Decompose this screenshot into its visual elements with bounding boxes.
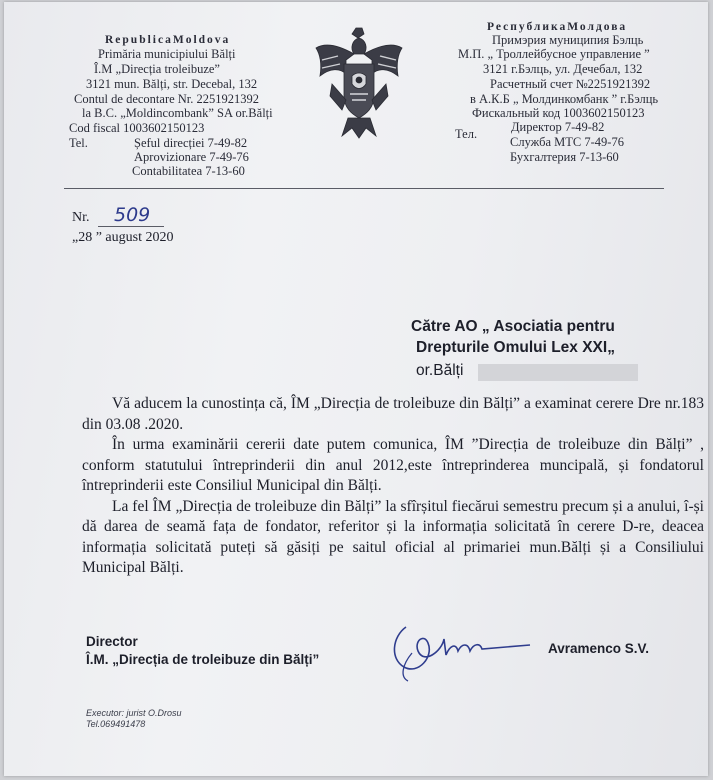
handwritten-signature-icon <box>384 607 534 687</box>
body-paragraph: În urma examinării cererii date putem comunica, ÎM ”Direcția de troleibuze din Bălți” , conform statutului întreprinderii din anul 2012,este întreprinderea muncipală, și fondatorul întreprinderii este Consiliul Municipal din Bălți. <box>82 436 704 494</box>
signatory-name: Avramenco S.V. <box>548 641 650 656</box>
header-left-phone: Contabilitatea 7-13-60 <box>132 164 245 178</box>
body-paragraph: La fel ÎM „Direcția de troleibuze din Bălți” la sfîrșitul fiecărui semestru precum și a anului, î-și dă darea de seamă fața de fondator, referitor și la informația solicitată în cerere D-re, deacea informația solicitată puteți să găsiți pe saitul oficial al primariei mun.Bălți și a Consiliului Municipal Bălți. <box>82 497 704 576</box>
header-right-phone: Служба МТС 7-49-76 <box>510 135 624 149</box>
header-right-line: 3121 г.Бэлць, ул. Дечебал, 132 <box>483 62 643 76</box>
letter-body <box>82 394 704 579</box>
executor-phone: Tel.069491478 <box>86 719 146 729</box>
header-left-line: Cod fiscal 1003602150123 <box>69 121 205 135</box>
recipient-line: Drepturile Omului Lex XXI„ <box>416 339 615 356</box>
header-left-phone: Aprovizionare 7-49-76 <box>134 150 249 164</box>
header-right-line: Расчетный счет №2251921392 <box>490 77 651 91</box>
coat-of-arms-icon <box>312 24 406 142</box>
header-divider <box>64 188 664 189</box>
document-date: „28 ” august 2020 <box>72 230 174 245</box>
header-left-line: 3121 mun. Bălți, str. Decebal, 132 <box>86 77 258 91</box>
signatory-org: Î.M. „Direcția de troleibuze din Bălți” <box>86 652 320 667</box>
redacted-address <box>478 364 638 381</box>
header-right-phone-label: Тел. <box>455 127 478 141</box>
recipient-line: Către AO „ Asociatia pentru <box>411 318 615 335</box>
header-left-line: Contul de decontare Nr. 2251921392 <box>74 92 260 106</box>
letter-sheet <box>4 2 708 776</box>
header-right-phone: Директор 7-49-82 <box>511 120 605 134</box>
header-left-phone-label: Tel. <box>69 136 88 150</box>
header-right-line: М.П. „ Троллейбусное управление ” <box>458 47 650 61</box>
header-right-phone: Бухгалтерия 7-13-60 <box>510 150 619 164</box>
body-paragraph: Vă aducem la cunostința că, ÎM „Direcția de troleibuze din Bălți” a examinat cerere Dre nr.183 din 03.08 .2020. <box>82 395 704 433</box>
header-left-line: la B.C. „Moldincombank” SA or.Bălți <box>82 106 273 120</box>
header-left-phone: Șeful direcției 7-49-82 <box>134 136 248 150</box>
nr-value: 509 <box>114 204 151 226</box>
header-left-title: RepublicaMoldova <box>105 34 231 46</box>
header-right-line: Фискальный код 1003602150123 <box>472 106 645 120</box>
header-left-line: Primăria municipiului Bălți <box>98 47 236 61</box>
nr-label: Nr. <box>72 210 90 225</box>
signatory-title: Director <box>86 634 138 649</box>
header-right-line: в А.К.Б „ Молдинкомбанк ” г.Бэлць <box>470 92 659 106</box>
header-right-title: РеспубликаМолдова <box>487 21 628 33</box>
header-right-line: Примэрия муниципия Бэлць <box>492 33 644 47</box>
nr-underline <box>98 226 164 227</box>
recipient-city: or.Bălți <box>416 362 464 379</box>
executor-line: Executor: jurist O.Drosu <box>86 708 182 718</box>
header-left-line: Î.M „Direcția troleibuze” <box>94 62 220 76</box>
